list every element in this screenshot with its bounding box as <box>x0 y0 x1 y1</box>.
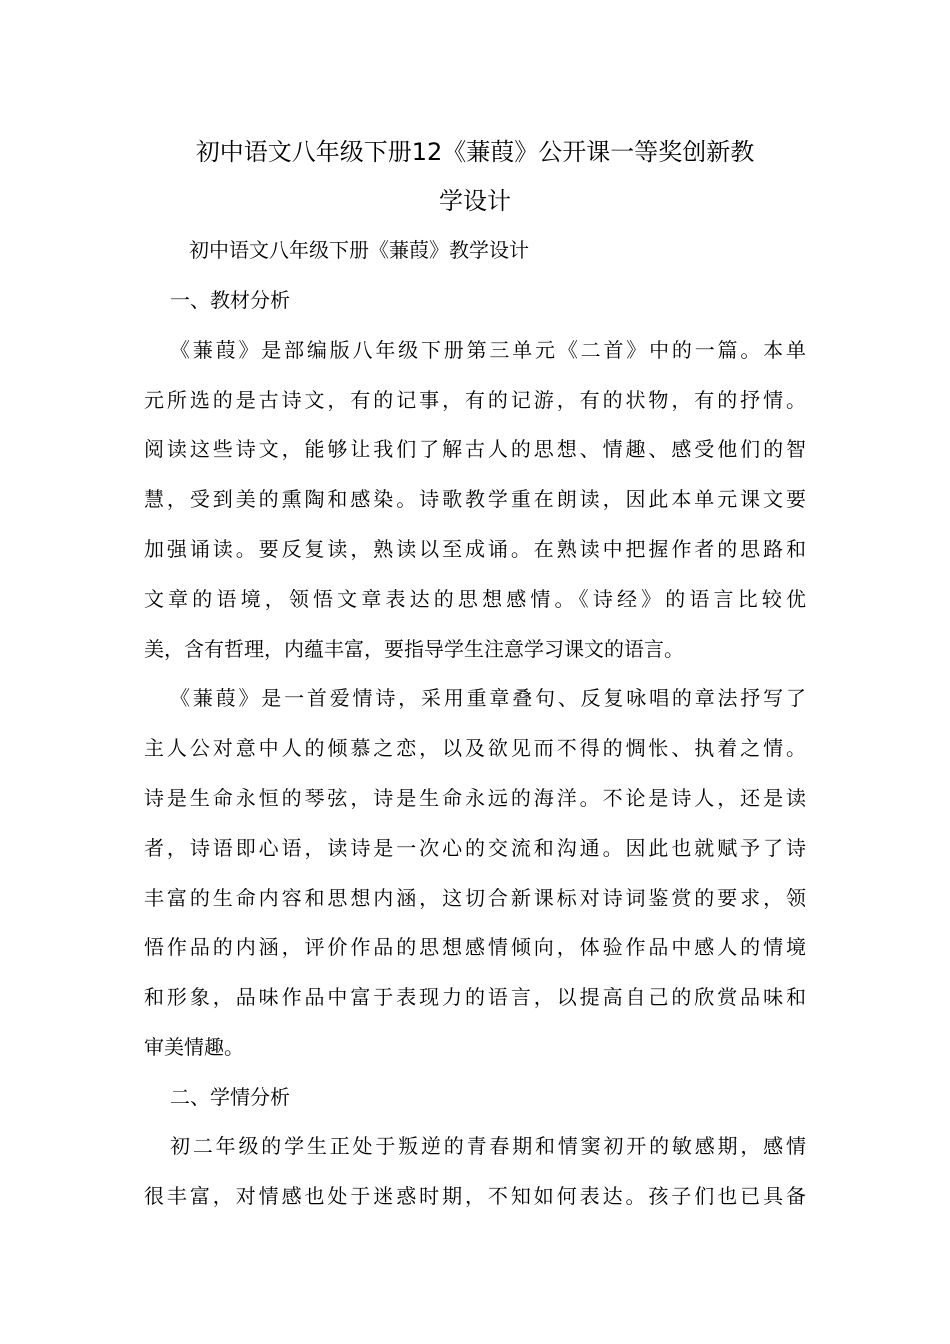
paragraph-2-line-1: 《蒹葭》是一首爱情诗，采用重章叠句、反复咏唱的章法抒写了 <box>170 686 806 710</box>
paragraph-2-line-6: 悟作品的内涵，评价作品的思想感情倾向，体验作品中感人的情境 <box>144 935 806 959</box>
paragraph-1-line-4: 慧，受到美的熏陶和感染。诗歌教学重在朗读，因此本单元课文要 <box>144 487 806 511</box>
paragraph-3-line-1: 初二年级的学生正处于叛逆的青春期和情窦初开的敏感期，感情 <box>170 1134 806 1158</box>
document-subtitle: 初中语文八年级下册《蒹葭》教学设计 <box>189 238 529 262</box>
paragraph-2-line-2: 主人公对意中人的倾慕之恋，以及欲见而不得的惆怅、执着之情。 <box>144 736 806 760</box>
section-heading-textbook-analysis: 一、教材分析 <box>170 288 290 312</box>
paragraph-3-line-2: 很丰富，对情感也处于迷惑时期，不知如何表达。孩子们也已具备 <box>144 1184 806 1208</box>
paragraph-1-line-6: 文章的语境，领悟文章表达的思想感情。《诗经》的语言比较优 <box>144 587 806 611</box>
paragraph-1-line-2: 元所选的是古诗文，有的记事，有的记游，有的状物，有的抒情。 <box>144 388 806 412</box>
document-title-line-2: 学设计 <box>439 187 511 215</box>
paragraph-2-line-3: 诗是生命永恒的琴弦，诗是生命永远的海洋。不论是诗人，还是读 <box>144 786 806 810</box>
paragraph-2-line-7: 和形象，品味作品中富于表现力的语言，以提高自己的欣赏品味和 <box>144 985 806 1009</box>
section-heading-student-analysis: 二、学情分析 <box>170 1085 290 1109</box>
document-title-line-1: 初中语文八年级下册12《蒹葭》公开课一等奖创新教 <box>195 138 755 166</box>
paragraph-1-line-5: 加强诵读。要反复读，熟读以至成诵。在熟读中把握作者的思路和 <box>144 537 806 561</box>
paragraph-1-line-3: 阅读这些诗文，能够让我们了解古人的思想、情趣、感受他们的智 <box>144 437 806 461</box>
paragraph-2-line-8: 审美情趣。 <box>144 1035 244 1059</box>
paragraph-2-line-5: 丰富的生命内容和思想内涵，这切合新课标对诗词鉴赏的要求，领 <box>144 886 806 910</box>
paragraph-1-line-7: 美，含有哲理，内蕴丰富，要指导学生注意学习课文的语言。 <box>144 637 684 661</box>
paragraph-2-line-4: 者，诗语即心语，读诗是一次心的交流和沟通。因此也就赋予了诗 <box>144 836 806 860</box>
paragraph-1-line-1: 《蒹葭》是部编版八年级下册第三单元《二首》中的一篇。本单 <box>170 338 806 362</box>
